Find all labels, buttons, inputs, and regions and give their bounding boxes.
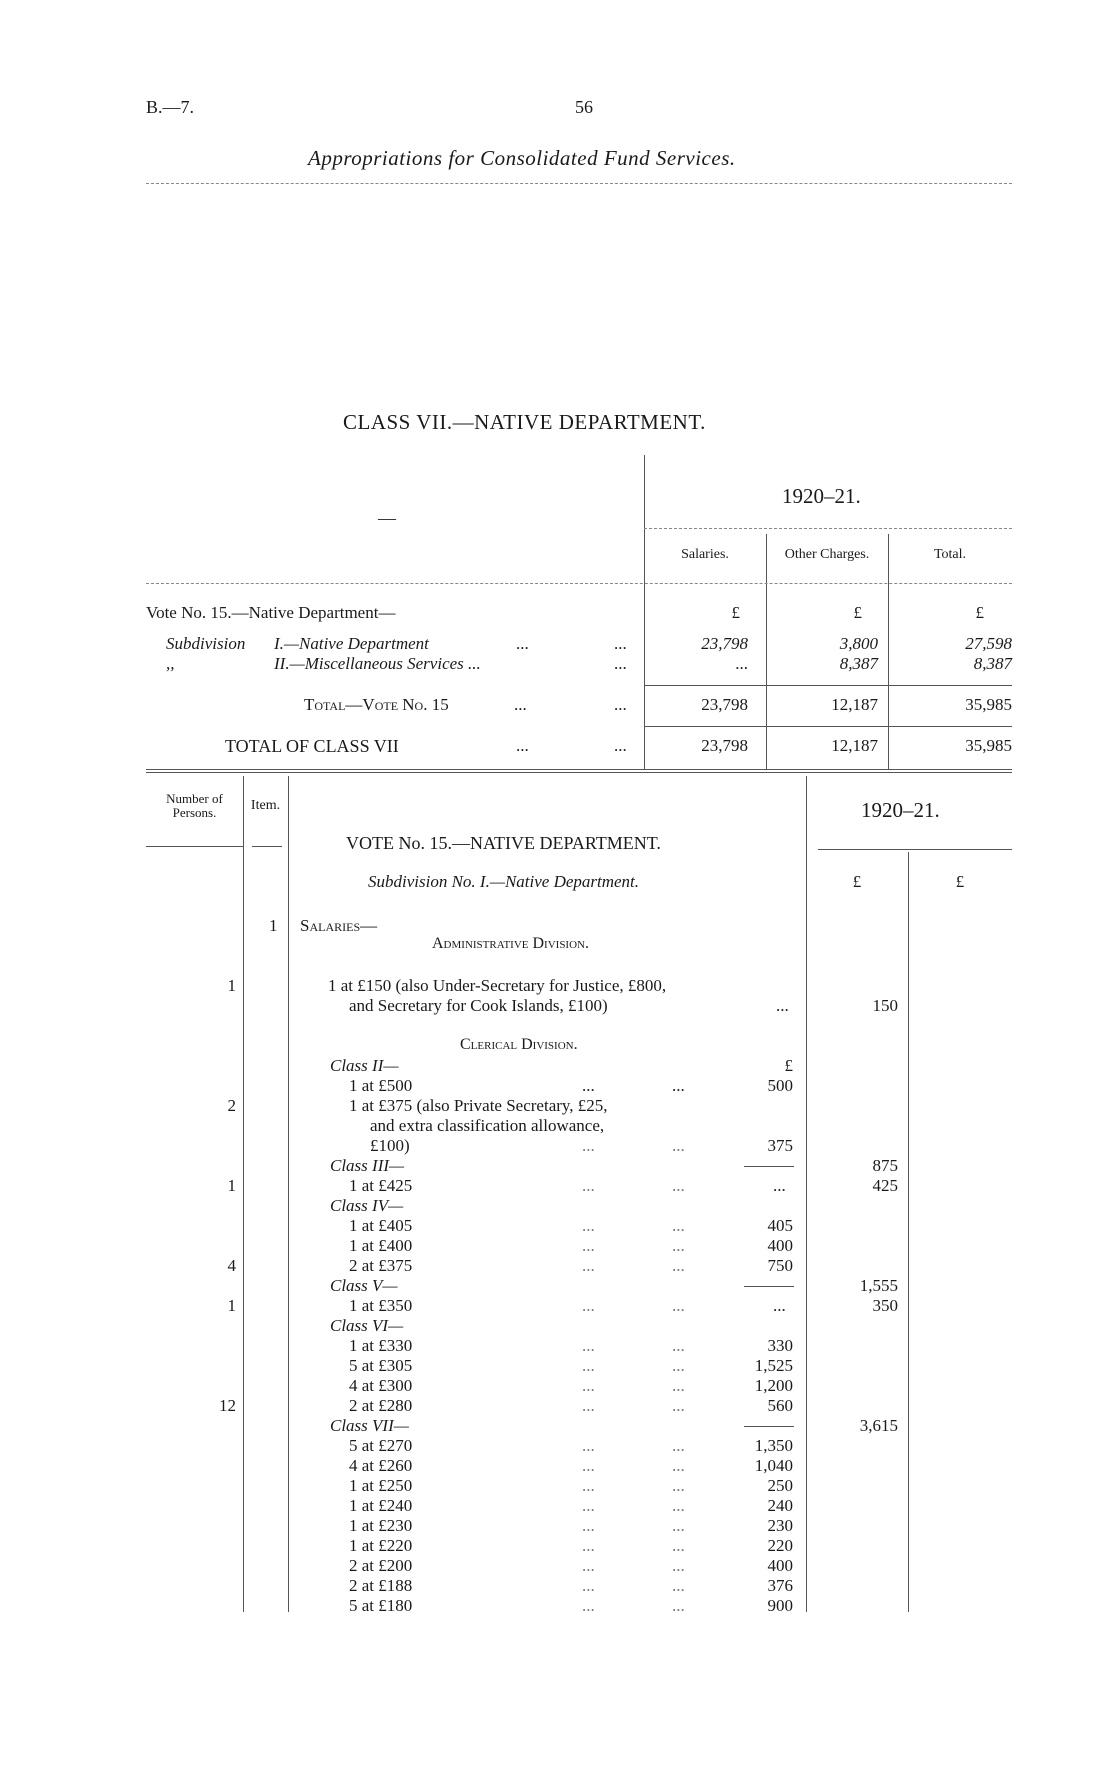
detail-salaries-label: Salaries— bbox=[300, 916, 378, 935]
summary-currency: £ bbox=[731, 603, 740, 622]
summary-total-class-total: 35,985 bbox=[965, 736, 1012, 755]
detail-admin-division: Administrative Division. bbox=[432, 935, 589, 952]
detail-line-amount: 1,350 bbox=[754, 1436, 793, 1455]
class-title: CLASS VII.—NATIVE DEPARTMENT. bbox=[343, 410, 706, 434]
detail-line-amount: 220 bbox=[767, 1536, 793, 1555]
detail-line-amount: 376 bbox=[767, 1576, 793, 1595]
summary-col-salaries: Salaries. bbox=[681, 547, 729, 562]
summary-bottom-rule bbox=[146, 772, 1012, 773]
detail-dots: ... bbox=[582, 1076, 595, 1095]
detail-dots: ... bbox=[582, 1356, 595, 1375]
detail-dots: ... bbox=[672, 1236, 685, 1255]
detail-dots: ... bbox=[672, 1516, 685, 1535]
detail-persons: 2 bbox=[227, 1096, 236, 1115]
summary-row-salaries: ... bbox=[735, 654, 748, 673]
detail-sum-rule bbox=[744, 1426, 794, 1427]
detail-col-item: Item. bbox=[250, 798, 281, 813]
detail-dots: ... bbox=[672, 1476, 685, 1495]
detail-dots: ... bbox=[672, 1256, 685, 1275]
detail-line: 1 at £375 (also Private Secretary, £25, bbox=[349, 1096, 608, 1115]
detail-dots: ... bbox=[582, 1556, 595, 1575]
detail-class-label: Class IV— bbox=[330, 1196, 404, 1215]
summary-vote-label: Vote No. 15.—Native Department— bbox=[146, 603, 396, 622]
detail-clerical-division: Clerical Division. bbox=[460, 1036, 578, 1053]
detail-dots: ... bbox=[582, 1496, 595, 1515]
detail-dots: ... bbox=[672, 1176, 685, 1195]
summary-row-salaries: 23,798 bbox=[701, 634, 748, 653]
detail-line-amount: 400 bbox=[767, 1556, 793, 1575]
detail-dots: ... bbox=[582, 1476, 595, 1495]
detail-line-amount: 400 bbox=[767, 1236, 793, 1255]
detail-line-amount: 900 bbox=[767, 1596, 793, 1615]
detail-line-amount: 750 bbox=[767, 1256, 793, 1275]
detail-dots: ... bbox=[773, 1296, 786, 1315]
running-title: Appropriations for Consolidated Fund Services. bbox=[308, 146, 736, 170]
detail-line-amount: 330 bbox=[767, 1336, 793, 1355]
summary-row-label: I.—Native Department bbox=[274, 634, 429, 653]
summary-row-total: 8,387 bbox=[973, 654, 1012, 673]
detail-class-label: Class VII— bbox=[330, 1416, 409, 1435]
detail-line: 5 at £180 bbox=[349, 1596, 413, 1615]
detail-line-amount: 250 bbox=[767, 1476, 793, 1495]
detail-line-amount: 1,200 bbox=[754, 1376, 793, 1395]
detail-vote-title: VOTE No. 15.—NATIVE DEPARTMENT. bbox=[346, 833, 661, 853]
detail-line-amount: 1,525 bbox=[754, 1356, 793, 1375]
summary-subtotal-rule bbox=[644, 685, 1012, 686]
detail-dots: ... bbox=[582, 1336, 595, 1355]
summary-currency: £ bbox=[853, 603, 862, 622]
detail-dots: ... bbox=[672, 1576, 685, 1595]
detail-dots: ... bbox=[582, 1576, 595, 1595]
detail-subdivision: Subdivision No. I.—Native Department. bbox=[368, 872, 640, 891]
detail-line: 1 at £330 bbox=[349, 1336, 413, 1355]
detail-dots: ... bbox=[582, 1536, 595, 1555]
detail-line-amount: 240 bbox=[767, 1496, 793, 1515]
detail-currency: £ bbox=[955, 872, 965, 891]
detail-col-rule bbox=[288, 776, 289, 1612]
detail-currency: £ bbox=[852, 872, 862, 891]
detail-dots: ... bbox=[582, 1516, 595, 1535]
detail-dots: ... bbox=[582, 1596, 595, 1615]
detail-class-label: Class III— bbox=[330, 1156, 405, 1175]
detail-line-amount: 405 bbox=[767, 1216, 793, 1235]
detail-dots: ... bbox=[776, 996, 789, 1015]
detail-dots: ... bbox=[672, 1436, 685, 1455]
detail-dots: ... bbox=[582, 1456, 595, 1475]
detail-dots: ... bbox=[582, 1376, 595, 1395]
detail-admin-line: 1 at £150 (also Under-Secretary for Justice, £800, bbox=[328, 976, 667, 995]
detail-dots: ... bbox=[773, 1176, 786, 1195]
detail-line: 5 at £305 bbox=[349, 1356, 413, 1375]
detail-line: 1 at £220 bbox=[349, 1536, 413, 1555]
detail-dots: ... bbox=[672, 1216, 685, 1235]
summary-total-vote-salaries: 23,798 bbox=[701, 695, 748, 714]
summary-total-rule bbox=[644, 726, 1012, 727]
detail-sum-rule bbox=[744, 1286, 794, 1287]
detail-class-total: 875 bbox=[872, 1156, 898, 1175]
detail-dots: ... bbox=[672, 1296, 685, 1315]
detail-dots: ... bbox=[672, 1496, 685, 1515]
detail-head-rule bbox=[818, 849, 1012, 850]
summary-total-class-dots: ... bbox=[516, 736, 529, 755]
detail-year: 1920–21. bbox=[861, 798, 940, 822]
summary-row-label: II.—Miscellaneous Services ... bbox=[274, 654, 481, 673]
detail-line: 1 at £230 bbox=[349, 1516, 413, 1535]
summary-total-vote-other: 12,187 bbox=[831, 695, 878, 714]
detail-dots: ... bbox=[582, 1296, 595, 1315]
detail-dots: ... bbox=[672, 1356, 685, 1375]
detail-persons: 1 bbox=[227, 976, 236, 995]
detail-line: 4 at £300 bbox=[349, 1376, 413, 1395]
detail-col-rule bbox=[243, 776, 244, 1612]
detail-line: 1 at £400 bbox=[349, 1236, 413, 1255]
detail-line-amount: 1,040 bbox=[754, 1456, 793, 1475]
detail-class-total: 425 bbox=[872, 1176, 898, 1195]
detail-dots: ... bbox=[672, 1076, 685, 1095]
detail-class-label: Class VI— bbox=[330, 1316, 404, 1335]
detail-col-persons: Number of Persons. bbox=[166, 791, 223, 820]
detail-line-amount: 560 bbox=[767, 1396, 793, 1415]
summary-currency: £ bbox=[975, 603, 984, 622]
detail-class-label: Class V— bbox=[330, 1276, 398, 1295]
detail-dots: ... bbox=[582, 1176, 595, 1195]
summary-total-class-dots: ... bbox=[614, 736, 627, 755]
summary-col-total: Total. bbox=[933, 547, 967, 562]
summary-row-prefix: Subdivision bbox=[166, 634, 246, 653]
detail-line: 1 at £240 bbox=[349, 1496, 413, 1515]
detail-line: 1 at £425 bbox=[349, 1176, 413, 1195]
detail-line: 2 at £280 bbox=[349, 1396, 413, 1415]
detail-line: 4 at £260 bbox=[349, 1456, 413, 1475]
detail-pound-sign: £ bbox=[784, 1056, 793, 1075]
summary-total-class-other: 12,187 bbox=[831, 736, 878, 755]
detail-dots: ... bbox=[672, 1536, 685, 1555]
detail-line: 5 at £270 bbox=[349, 1436, 413, 1455]
summary-row-dots: ... bbox=[516, 634, 529, 653]
detail-line: 1 at £350 bbox=[349, 1296, 413, 1315]
detail-persons: 4 bbox=[227, 1256, 236, 1275]
summary-year: 1920–21. bbox=[782, 484, 861, 508]
summary-total-vote-label: Total—Vote No. 15 bbox=[304, 695, 449, 714]
detail-dots: ... bbox=[672, 1336, 685, 1355]
detail-class-total: 1,555 bbox=[859, 1276, 898, 1295]
detail-dots: ... bbox=[672, 1556, 685, 1575]
detail-admin-amount: 150 bbox=[872, 996, 898, 1015]
summary-col-other-charges: Other Charges. bbox=[784, 547, 870, 562]
summary-year-rule bbox=[644, 528, 1012, 529]
summary-row-other: 8,387 bbox=[839, 654, 878, 673]
summary-row-dots: ... bbox=[614, 634, 627, 653]
summary-bottom-rule bbox=[146, 769, 1012, 770]
detail-dots: ... bbox=[582, 1136, 595, 1155]
detail-class-total: 350 bbox=[872, 1296, 898, 1315]
detail-dots: ... bbox=[582, 1236, 595, 1255]
detail-line: 2 at £200 bbox=[349, 1556, 413, 1575]
detail-line: £100) bbox=[370, 1136, 410, 1155]
detail-dots: ... bbox=[672, 1596, 685, 1615]
detail-dots: ... bbox=[582, 1396, 595, 1415]
detail-head-rule bbox=[252, 846, 282, 847]
detail-line: 1 at £250 bbox=[349, 1476, 413, 1495]
detail-dots: ... bbox=[582, 1256, 595, 1275]
summary-total-vote-dots: ... bbox=[614, 695, 627, 714]
detail-line: 2 at £375 bbox=[349, 1256, 413, 1275]
detail-sum-rule bbox=[744, 1166, 794, 1167]
header-rule bbox=[146, 183, 1012, 184]
detail-dots: ... bbox=[672, 1376, 685, 1395]
detail-persons: 1 bbox=[227, 1176, 236, 1195]
detail-line-amount: 375 bbox=[767, 1136, 793, 1155]
page-number: 56 bbox=[575, 97, 593, 117]
detail-class-total: 3,615 bbox=[859, 1416, 898, 1435]
summary-total-class-label: TOTAL OF CLASS VII bbox=[225, 736, 399, 756]
detail-item-number: 1 bbox=[269, 916, 278, 935]
detail-line-amount: 500 bbox=[767, 1076, 793, 1095]
detail-col-rule bbox=[908, 852, 909, 1612]
detail-head-rule bbox=[146, 846, 243, 847]
document-reference: B.—7. bbox=[146, 97, 195, 117]
summary-row-prefix: ,, bbox=[166, 654, 175, 673]
detail-dots: ... bbox=[672, 1396, 685, 1415]
detail-line: and extra classification allowance, bbox=[370, 1116, 605, 1135]
detail-dots: ... bbox=[672, 1456, 685, 1475]
detail-line: 1 at £405 bbox=[349, 1216, 413, 1235]
detail-dots: ... bbox=[582, 1436, 595, 1455]
summary-total-vote-total: 35,985 bbox=[965, 695, 1012, 714]
summary-row-other: 3,800 bbox=[839, 634, 878, 653]
summary-total-vote-dots: ... bbox=[514, 695, 527, 714]
summary-row-dots: ... bbox=[614, 654, 627, 673]
detail-line: 1 at £500 bbox=[349, 1076, 413, 1095]
detail-dots: ... bbox=[582, 1216, 595, 1235]
detail-line-amount: 230 bbox=[767, 1516, 793, 1535]
detail-dots: ... bbox=[672, 1136, 685, 1155]
detail-admin-line: and Secretary for Cook Islands, £100) bbox=[349, 996, 608, 1015]
summary-total-class-salaries: 23,798 bbox=[701, 736, 748, 755]
detail-persons: 12 bbox=[219, 1396, 236, 1415]
summary-stub-dash: — bbox=[378, 508, 396, 528]
detail-persons: 1 bbox=[227, 1296, 236, 1315]
summary-row-total: 27,598 bbox=[965, 634, 1012, 653]
summary-head-rule bbox=[146, 583, 1012, 584]
detail-line: 2 at £188 bbox=[349, 1576, 413, 1595]
detail-class-label: Class II— bbox=[330, 1056, 399, 1075]
